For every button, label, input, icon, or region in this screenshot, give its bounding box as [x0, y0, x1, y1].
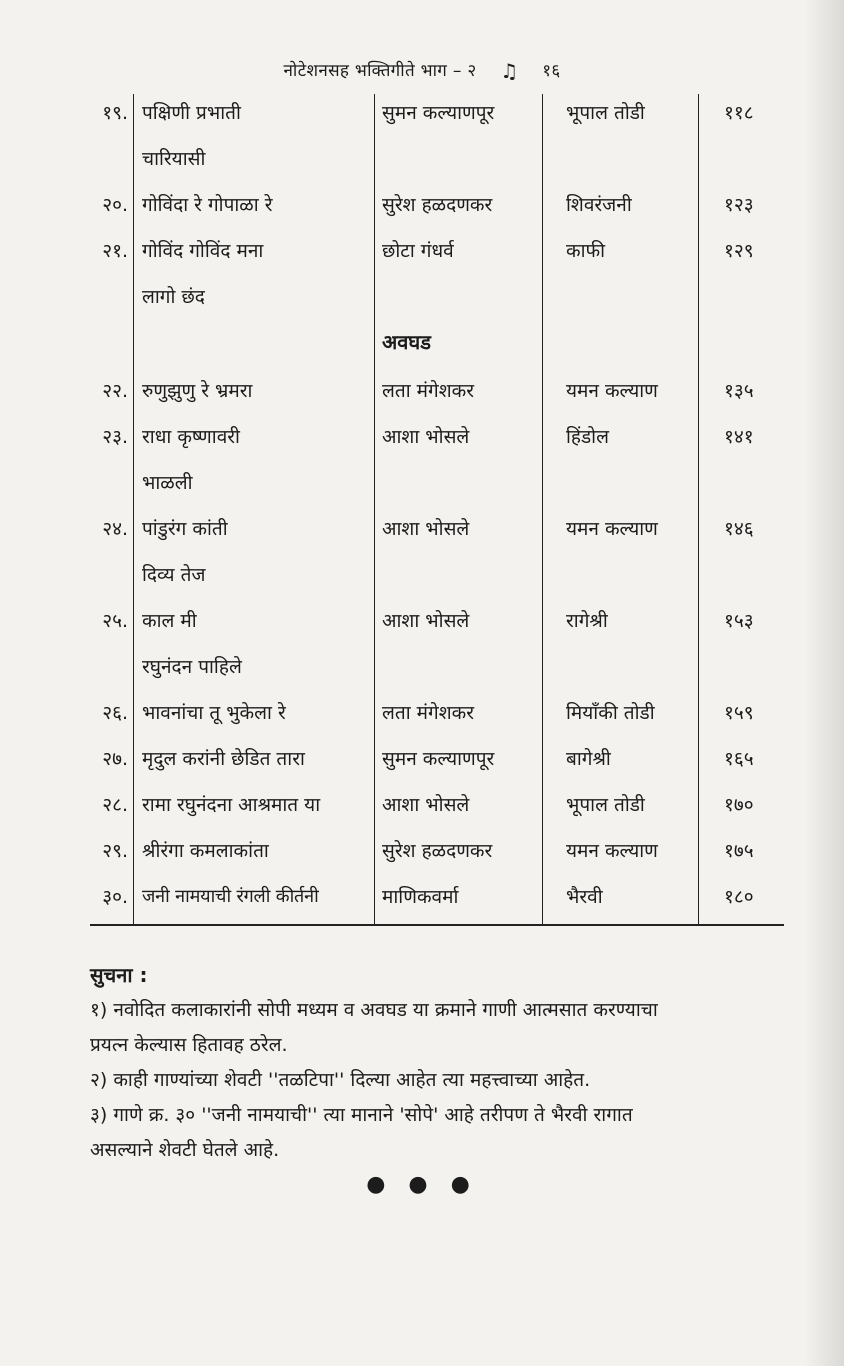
song-number: २९. — [102, 840, 128, 862]
raag: भूपाल तोडी — [566, 102, 645, 124]
song-title-line2: रघुनंदन पाहिले — [142, 656, 242, 678]
song-title — [142, 236, 372, 312]
note-1-line1: १) नवोदित कलाकारांनी सोपी मध्यम व अवघड या क्रमाने गाणी आत्मसात करण्याचा — [90, 999, 658, 1021]
song-number: ३०. — [102, 886, 128, 908]
song-title — [142, 606, 372, 682]
song-number: २७. — [102, 748, 128, 770]
song-title-line1: गोविंद गोविंद मना — [142, 240, 264, 262]
song-title: जनी नामयाची रंगली कीर्तनी — [142, 886, 319, 907]
singer: लता मंगेशकर — [382, 702, 475, 724]
singer: आशा भोसले — [382, 518, 470, 540]
singer: आशा भोसले — [382, 610, 470, 632]
notes-heading: सुचना : — [90, 963, 148, 987]
page-number: ११८ — [724, 102, 754, 124]
page-number: १२३ — [724, 194, 754, 216]
song-title — [142, 514, 372, 590]
singer: माणिकवर्मा — [382, 886, 459, 908]
song-number: २५. — [102, 610, 128, 632]
page-number: १४१ — [724, 426, 754, 448]
song-number: २१. — [102, 240, 128, 262]
song-number: २८. — [102, 794, 128, 816]
header-title: नोटेशनसह भक्तिगीते भाग – २ — [283, 61, 477, 81]
raag: यमन कल्याण — [566, 518, 658, 540]
raag: बागेश्री — [566, 748, 611, 770]
singer: आशा भोसले — [382, 794, 470, 816]
song-title-line2: दिव्य तेज — [142, 564, 206, 586]
song-title-line1: पक्षिणी प्रभाती — [142, 102, 241, 124]
raag: हिंडोल — [566, 426, 609, 448]
page-number: १२९ — [724, 240, 754, 262]
song-title-line2: भाळली — [142, 472, 193, 494]
contents-table — [90, 94, 784, 926]
running-header — [0, 58, 844, 83]
header-page-number: १६ — [542, 61, 561, 81]
raag: भूपाल तोडी — [566, 794, 645, 816]
song-title-line2: चारियासी — [142, 148, 206, 170]
singer: सुमन कल्याणपूर — [382, 102, 495, 124]
song-title — [142, 98, 372, 174]
section-title: अवघड — [382, 330, 431, 354]
raag: शिवरंजनी — [566, 194, 632, 216]
song-title — [142, 422, 372, 498]
singer: सुरेश हळदणकर — [382, 840, 493, 862]
song-number: १९. — [102, 102, 128, 124]
column-divider — [542, 94, 543, 926]
singer: आशा भोसले — [382, 426, 470, 448]
song-title-line1: राधा कृष्णावरी — [142, 426, 240, 448]
song-number: २४. — [102, 518, 128, 540]
note-1-line2: प्रयत्न केल्यास हितावह ठरेल. — [90, 1034, 288, 1056]
song-title: रुणुझुणु रे भ्रमरा — [142, 380, 253, 402]
page-number: १७५ — [724, 840, 754, 862]
singer: सुमन कल्याणपूर — [382, 748, 495, 770]
page-number: १७० — [724, 794, 754, 816]
raag: यमन कल्याण — [566, 380, 658, 402]
song-title-line1: पांडुरंग कांती — [142, 518, 228, 540]
singer: छोटा गंधर्व — [382, 240, 454, 262]
note-2: २) काही गाण्यांच्या शेवटी ''तळटिपा'' दिल्या आहेत त्या महत्त्वाच्या आहेत. — [90, 1069, 591, 1091]
song-number: २०. — [102, 194, 128, 216]
raag: रागेश्री — [566, 610, 608, 632]
song-title: भावनांचा तू भुकेला रे — [142, 702, 286, 724]
column-divider — [374, 94, 375, 926]
music-note-icon: ♫ — [500, 59, 519, 83]
song-title-line2: लागो छंद — [142, 286, 205, 308]
raag: यमन कल्याण — [566, 840, 658, 862]
page-number: १५९ — [724, 702, 754, 724]
song-number: २३. — [102, 426, 128, 448]
raag: काफी — [566, 240, 606, 262]
page-number: १८० — [724, 886, 754, 908]
note-3-line1: ३) गाणे क्र. ३० ''जनी नामयाची'' त्या मानाने 'सोपे' आहे तरीपण ते भैरवी रागात — [90, 1104, 633, 1126]
note-3-line2: असल्याने शेवटी घेतले आहे. — [90, 1139, 280, 1161]
singer: सुरेश हळदणकर — [382, 194, 493, 216]
raag: भैरवी — [566, 886, 603, 908]
song-title: गोविंदा रे गोपाळा रे — [142, 194, 273, 216]
song-title: श्रीरंगा कमलाकांता — [142, 840, 269, 862]
table-bottom-rule — [90, 924, 784, 926]
singer: लता मंगेशकर — [382, 380, 475, 402]
page-number: १३५ — [724, 380, 754, 402]
song-title: मृदुल करांनी छेडित तारा — [142, 748, 305, 770]
page-number: १४६ — [724, 518, 754, 540]
page-number: १६५ — [724, 748, 754, 770]
column-divider — [698, 94, 699, 926]
song-title-line1: काल मी — [142, 610, 197, 632]
notes-section — [90, 958, 790, 1168]
song-title: रामा रघुनंदना आश्रमात या — [142, 794, 321, 816]
column-divider — [133, 94, 134, 926]
page-number: १५३ — [724, 610, 754, 632]
page-edge-shadow — [804, 0, 844, 1366]
song-number: २२. — [102, 380, 128, 402]
end-ornament: ● ● ● — [366, 1172, 478, 1197]
song-number: २६. — [102, 702, 128, 724]
raag: मियाँकी तोडी — [566, 702, 655, 724]
